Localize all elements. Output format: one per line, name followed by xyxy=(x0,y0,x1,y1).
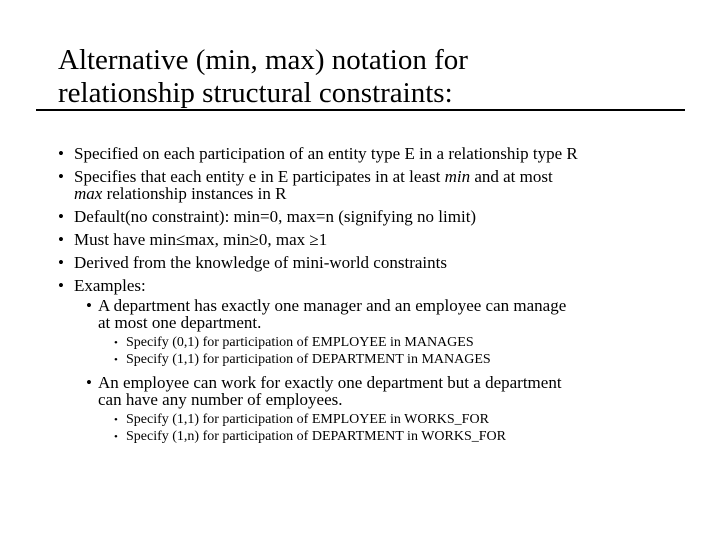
bullet-dot: • xyxy=(86,296,92,315)
bullet-text: Specified on each participation of an entity type E in a relationship type R xyxy=(74,144,578,163)
sub-bullet-text: Specify (1,1) for participation of EMPLOYEE in WORKS_FOR xyxy=(126,412,489,427)
title-underline xyxy=(36,109,685,111)
sub-bullet-text: Specify (1,n) for participation of DEPARTMENT in WORKS_FOR xyxy=(126,429,506,444)
slide-title-line-1: Alternative (min, max) notation for xyxy=(58,44,468,76)
bullet-text-min: min xyxy=(444,167,471,186)
bullet-dot: • xyxy=(58,230,64,249)
bullet-text: Derived from the knowledge of mini-world constraints xyxy=(74,253,447,272)
bullet-derived xyxy=(58,254,708,271)
bullet-default xyxy=(58,208,708,225)
example-manages xyxy=(86,297,708,331)
bullet-must-have xyxy=(58,231,708,248)
example-text-line-2: can have any number of employees. xyxy=(98,390,343,409)
bullet-text: and at most xyxy=(470,167,553,186)
example-text-line-2: at most one department. xyxy=(98,313,262,332)
example-works-for xyxy=(86,374,708,408)
bullet-list xyxy=(58,145,708,446)
bullet-dot: • xyxy=(58,207,64,226)
sub-bullet xyxy=(114,412,708,428)
example-text-line-1: A department has exactly one manager and an employee can manage xyxy=(98,296,567,315)
bullet-dot: • xyxy=(114,431,118,443)
sub-bullet-text: Specify (0,1) for participation of EMPLOYEE in MANAGES xyxy=(126,335,474,350)
bullet-dot: • xyxy=(58,276,64,295)
bullet-examples xyxy=(58,277,708,294)
bullet-dot: • xyxy=(86,373,92,392)
sub-bullet xyxy=(114,429,708,445)
sub-bullet-text: Specify (1,1) for participation of DEPARTMENT in MANAGES xyxy=(126,352,491,367)
bullet-text: Specifies that each entity e in E participates in at least xyxy=(74,167,445,186)
bullet-text: relationship instances in R xyxy=(102,184,287,203)
slide-title-line-2: relationship structural constraints: xyxy=(58,77,453,109)
bullet-dot: • xyxy=(58,253,64,272)
slide-title xyxy=(58,44,698,110)
bullet-text: Must have min≤max, min≥0, max ≥1 xyxy=(74,230,328,249)
bullet-dot: • xyxy=(114,337,118,349)
bullet-specified xyxy=(58,145,708,162)
sub-bullet xyxy=(114,335,708,351)
sub-bullet xyxy=(114,352,708,368)
bullet-text: Default(no constraint): min=0, max=n (signifying no limit) xyxy=(74,207,477,226)
bullet-dot: • xyxy=(114,414,118,426)
bullet-text: Examples: xyxy=(74,276,146,295)
bullet-dot: • xyxy=(58,167,64,186)
bullet-dot: • xyxy=(114,354,118,366)
example-text-line-1: An employee can work for exactly one department but a department xyxy=(98,373,562,392)
bullet-text-max: max xyxy=(74,184,103,203)
bullet-dot: • xyxy=(58,144,64,163)
bullet-specifies xyxy=(58,168,708,202)
